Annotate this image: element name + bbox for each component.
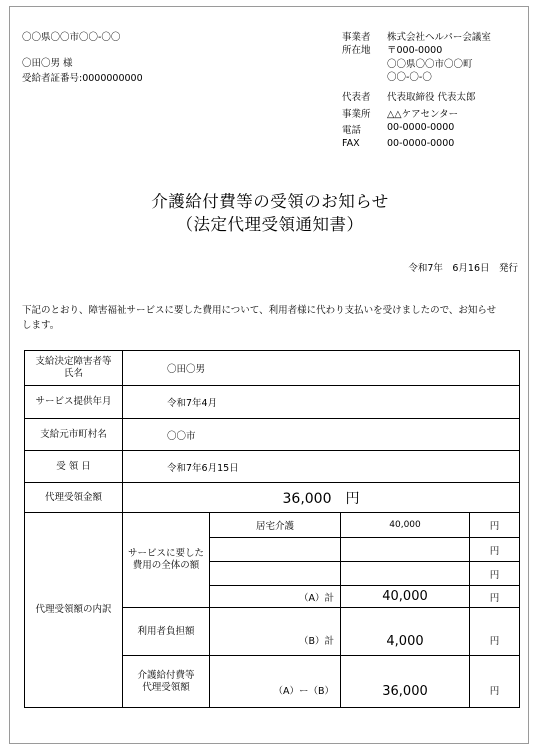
issue-date: 令和7年 6月16日 発行 <box>408 263 518 274</box>
fax-number: 00-0000-0000 <box>387 138 455 149</box>
table-row <box>25 451 520 483</box>
rep-label: 代表者 <box>342 92 371 103</box>
period-label: サービス提供年月 <box>25 386 123 419</box>
yen-unit: 円 <box>470 608 520 656</box>
location-label: 所在地 <box>342 45 371 56</box>
table-row <box>25 419 520 451</box>
total-b-value: 4,000 <box>341 608 470 656</box>
received-date-label: 受 領 日 <box>25 451 123 483</box>
amount-label: 代理受領金額 <box>25 483 123 513</box>
benefit-label-line2: 代理受領額 <box>142 681 190 693</box>
empty-cell <box>341 538 470 562</box>
cert-number: 0000000000 <box>82 73 143 84</box>
city-label: 支給元市町村名 <box>25 419 123 451</box>
empty-cell <box>210 562 341 586</box>
empty-cell <box>341 562 470 586</box>
breakdown-label: 代理受領額の内訳 <box>25 513 123 708</box>
intro-text: 下記のとおり、障害福祉サービスに要した費用について、利用者様に代わり支払いを受けましたので、お知らせします。 <box>22 305 497 331</box>
business-name: 株式会社ヘルパー会議室 <box>387 32 491 43</box>
document-subtitle: （法定代理受領通知書） <box>176 215 364 234</box>
notice-table <box>24 350 520 708</box>
business-label: 事業者 <box>342 32 371 43</box>
provider-address-line1: 〇〇県〇〇市〇〇町 <box>387 59 473 70</box>
received-date-value: 令和7年6月15日 <box>123 451 520 483</box>
yen-unit: 円 <box>470 562 520 586</box>
service-name: 居宅介護 <box>210 513 341 538</box>
a-minus-b-label: （A）ー（B） <box>210 656 341 708</box>
recipient-label-line1: 支給決定障害者等 <box>35 356 112 367</box>
yen-unit: 円 <box>470 513 520 538</box>
tel-number: 00-0000-0000 <box>387 122 455 133</box>
table-row <box>25 513 520 538</box>
tel-label: 電話 <box>342 125 362 136</box>
total-a-label: （A）計 <box>210 586 341 608</box>
recipient-value: 〇田〇男 <box>123 351 520 386</box>
period-value: 令和7年4月 <box>123 386 520 419</box>
recipient-name: 〇田〇男 様 <box>22 58 73 69</box>
a-minus-b-value: 36,000 <box>341 656 470 708</box>
amount-value: 36,000 円 <box>123 483 520 513</box>
city-value: 〇〇市 <box>123 419 520 451</box>
table-row <box>25 483 520 513</box>
total-b-label: （B）計 <box>210 608 341 656</box>
service-cost-label-line2: 費用の全体の額 <box>132 560 200 571</box>
user-burden-label: 利用者負担額 <box>123 608 210 656</box>
yen-unit: 円 <box>470 586 520 608</box>
office-name: △△ケアセンター <box>387 109 459 120</box>
table-row <box>25 351 520 386</box>
total-a-value: 40,000 <box>341 586 470 608</box>
document-title: 介護給付費等の受領のお知らせ <box>151 192 389 211</box>
provider-address-line2: 〇〇-〇-〇 <box>387 72 432 83</box>
service-cost-label-line1: サービスに要した <box>127 548 204 559</box>
fax-label: FAX <box>342 138 360 149</box>
recipient-label-line2: 氏名 <box>63 368 83 379</box>
notice-document <box>9 6 529 744</box>
postal-code: 〒000-0000 <box>387 45 443 56</box>
service-amount: 40,000 <box>341 513 470 538</box>
benefit-label-line1: 介護給付費等 <box>137 669 195 681</box>
table-row <box>25 386 520 419</box>
yen-unit: 円 <box>470 656 520 708</box>
benefit-label-cell <box>123 656 210 708</box>
yen-unit: 円 <box>470 538 520 562</box>
service-cost-label-cell <box>123 513 210 608</box>
recipient-cert <box>22 70 143 84</box>
office-label: 事業所 <box>342 109 371 120</box>
empty-cell <box>210 538 341 562</box>
cert-label: 受給者証番号: <box>22 73 83 84</box>
recipient-label-cell <box>25 351 123 386</box>
recipient-address: 〇〇県〇〇市〇〇-〇〇 <box>22 32 121 43</box>
rep-name: 代表取締役 代表太郎 <box>387 92 476 103</box>
